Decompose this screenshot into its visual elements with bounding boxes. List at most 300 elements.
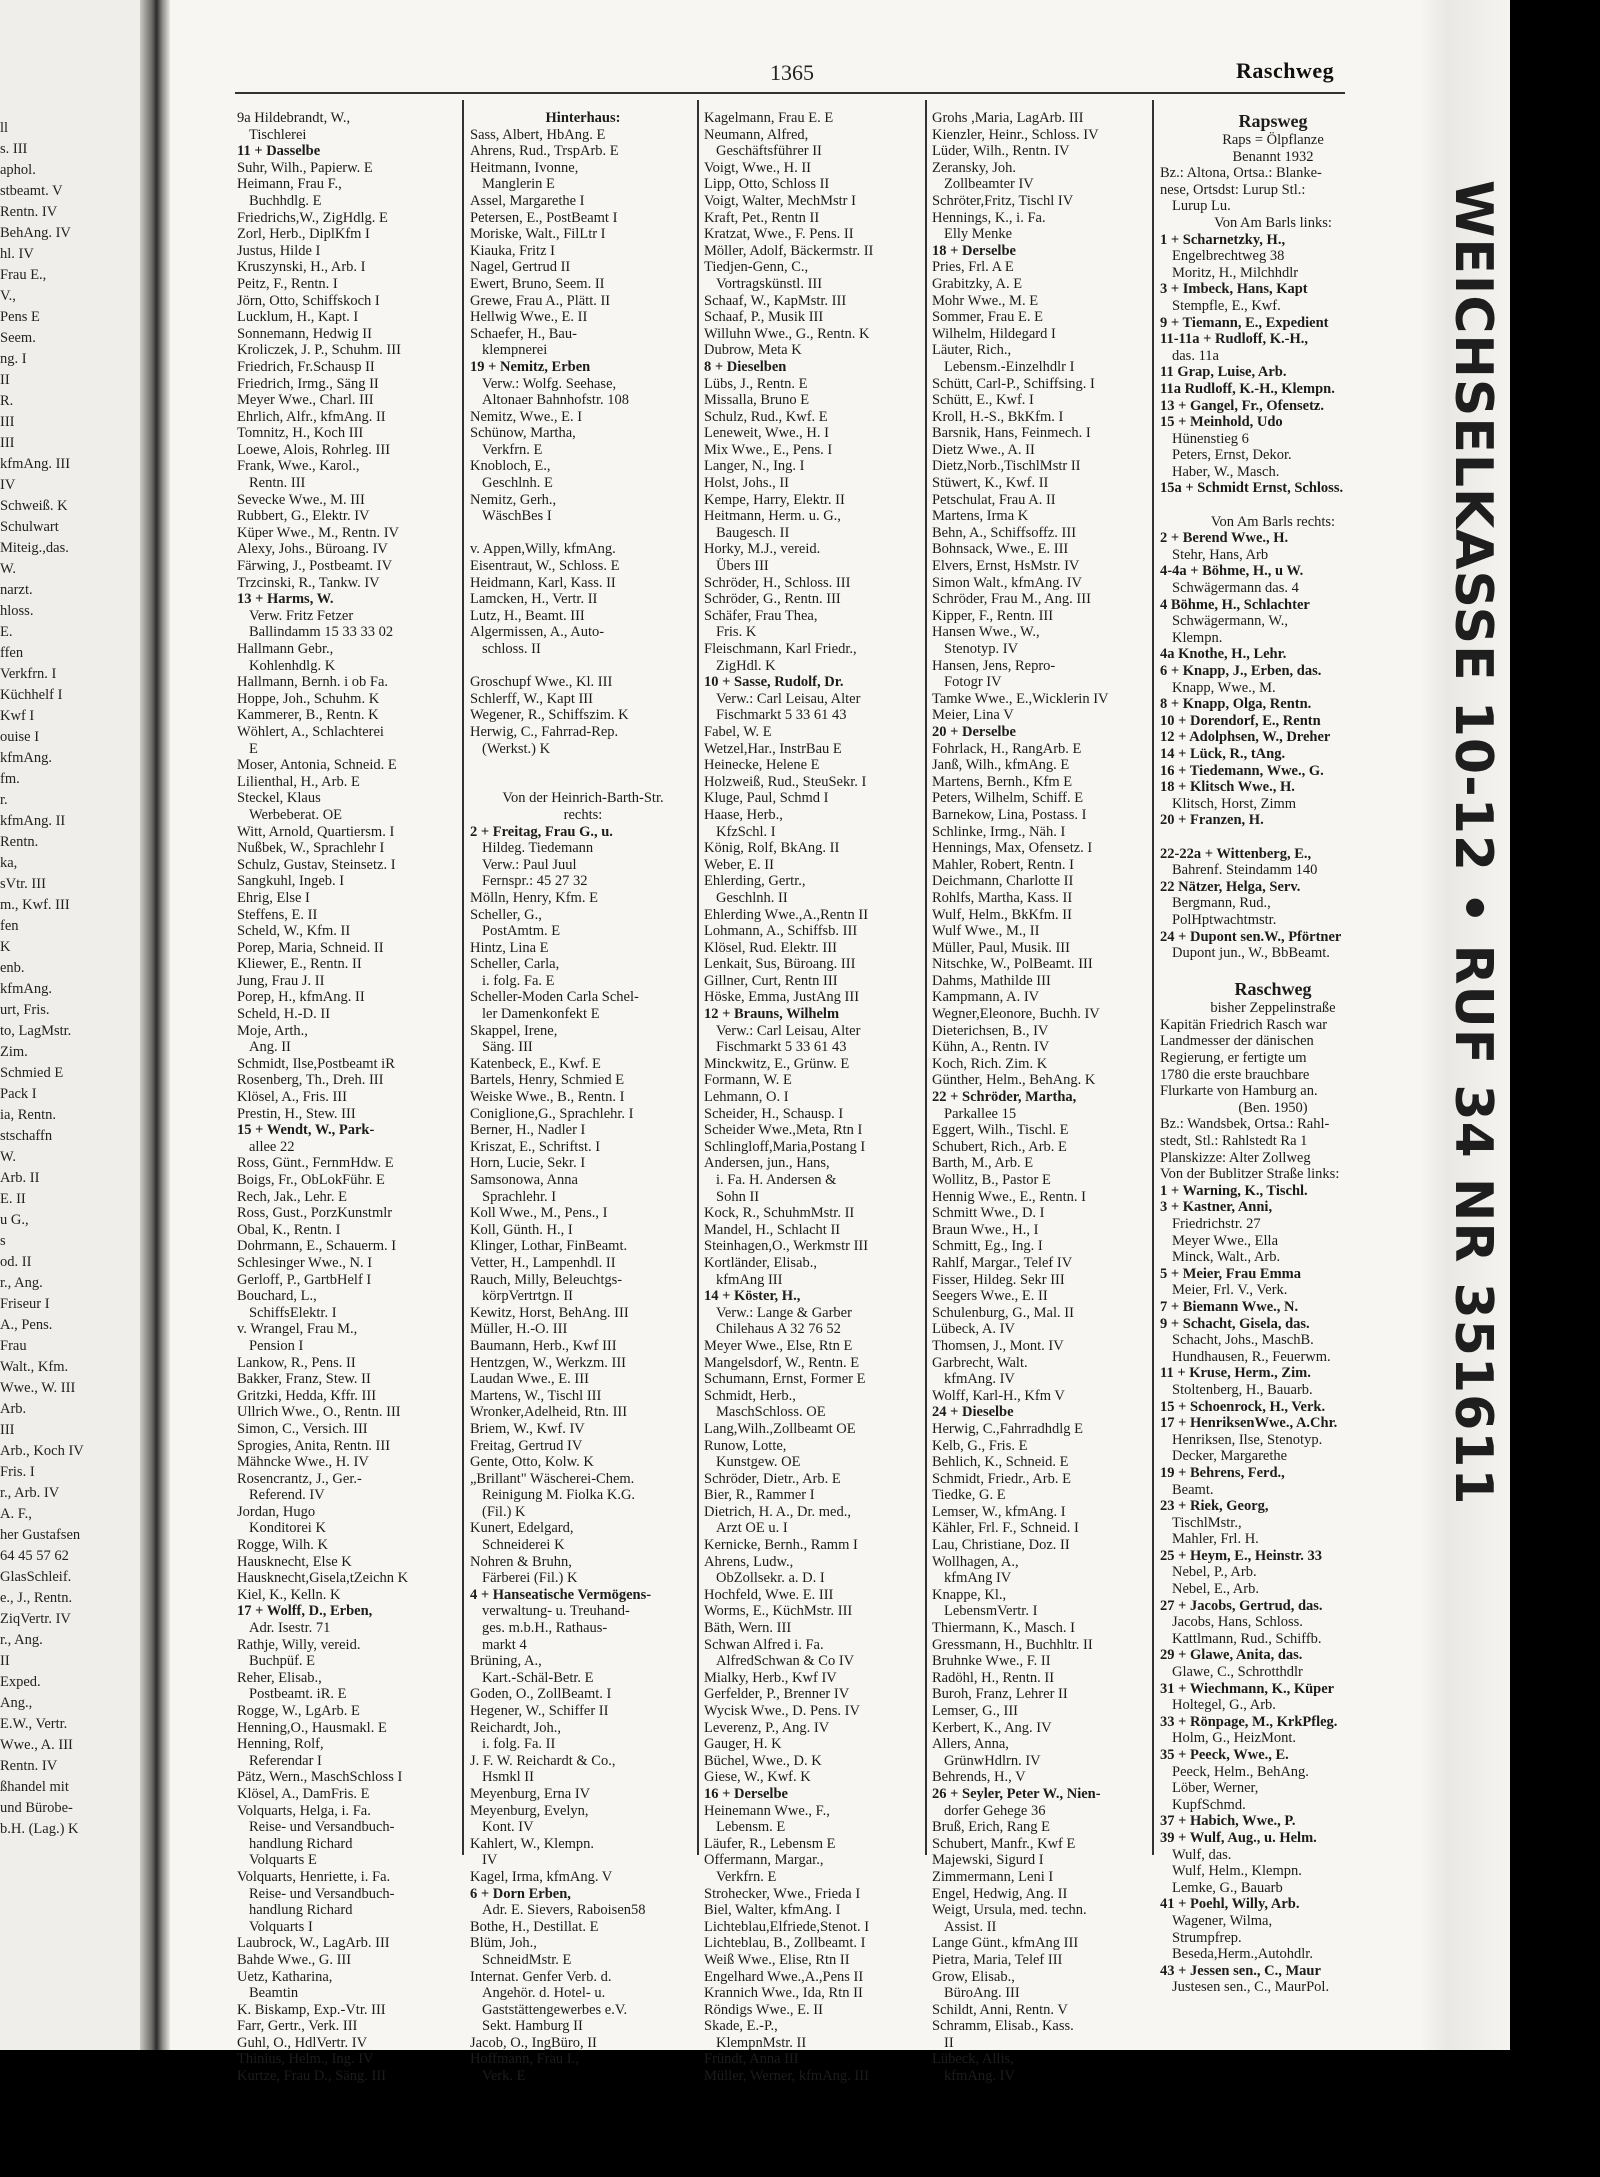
- directory-entry: Lang,Wilh.,Zollbeamt OE: [704, 1420, 856, 1437]
- column-rule: [697, 100, 699, 1855]
- directory-entry: 20 + Franzen, H.: [1160, 812, 1264, 829]
- directory-entry: Lurup Lu.: [1172, 198, 1231, 215]
- directory-entry: kfmAng III: [716, 1271, 783, 1288]
- directory-entry: Laubrock, W., LagArb. III: [237, 1935, 390, 1952]
- directory-entry: Verkfrn. E: [716, 1868, 777, 1885]
- directory-entry: Färwing, J., Postbeamt. IV: [237, 558, 393, 575]
- directory-entry: Engelhard Wwe.,A.,Pens II: [704, 1968, 864, 1985]
- directory-entry: 1780 die erste brauchbare: [1160, 1066, 1310, 1083]
- directory-entry: Nohren & Bruhn,: [470, 1553, 572, 1570]
- directory-entry: Schlinke, Irmg., Näh. I: [932, 823, 1066, 840]
- directory-entry: Hoppe, Joh., Schuhm. K: [237, 690, 380, 707]
- directory-entry: Geschäftsführer II: [716, 143, 822, 160]
- left-page-fragment: [0, 0, 150, 2050]
- directory-entry: 19 + Nemitz, Erben: [470, 358, 591, 375]
- directory-entry: Schmitt Wwe., D. I: [932, 1205, 1045, 1222]
- directory-entry: Lankow, R., Pens. II: [237, 1354, 356, 1371]
- directory-entry: K. Biskamp, Exp.-Vtr. III: [237, 2001, 386, 2018]
- left-page-text: od. II: [0, 1254, 32, 1270]
- left-page-text: III: [0, 435, 15, 451]
- directory-entry: Schaaf, P., Musik III: [704, 309, 824, 326]
- directory-entry: 4-4a + Böhme, H., u W.: [1160, 563, 1304, 580]
- directory-entry: Konditorei K: [249, 1520, 326, 1537]
- directory-entry: Steinhagen,O., Werkmstr III: [704, 1238, 869, 1255]
- directory-entry: Henriksen, Ilse, Stenotyp.: [1172, 1431, 1323, 1448]
- directory-entry: Kohlenhdlg. K: [249, 657, 336, 674]
- left-page-text: r., Ang.: [0, 1275, 43, 1291]
- directory-entry: 20 + Derselbe: [932, 723, 1016, 740]
- directory-entry: Gerloff, P., GartbHelf I: [237, 1271, 372, 1288]
- directory-entry: Uetz, Katharina,: [237, 1968, 333, 1985]
- left-page-text: W.: [0, 561, 16, 577]
- directory-entry: Biel, Walter, kfmAng. I: [704, 1902, 841, 1919]
- directory-entry: Knapp, Wwe., M.: [1172, 679, 1276, 696]
- directory-entry: Schütt, E., Kwf. I: [932, 392, 1034, 409]
- directory-entry: Peeck, Helm., BehAng.: [1172, 1763, 1309, 1780]
- directory-entry: Sangkuhl, Ingeb. I: [237, 873, 345, 890]
- directory-entry: KfzSchl. I: [716, 823, 776, 840]
- directory-entry: Strumpfrep.: [1172, 1929, 1242, 1946]
- directory-entry: Benannt 1932: [1232, 148, 1314, 165]
- directory-entry: [470, 757, 696, 774]
- left-page-text: Frau: [0, 1338, 27, 1354]
- directory-entry: Kart.-Schäl-Betr. E: [482, 1669, 594, 1686]
- directory-entry: Hintz, Lina E: [470, 939, 549, 956]
- directory-entry: Lehmann, O. I: [704, 1089, 789, 1106]
- directory-entry: Stenotyp. IV: [944, 641, 1019, 657]
- directory-entry: Klösel, Rud. Elektr. III: [704, 939, 837, 956]
- directory-entry: 17 + Wolff, D., Erben,: [237, 1603, 373, 1620]
- directory-entry: 5 + Meier, Frau Emma: [1160, 1265, 1302, 1282]
- directory-entry: Jung, Frau J. II: [237, 972, 325, 989]
- directory-entry: markt 4: [482, 1636, 527, 1653]
- directory-entry: Rentn. III: [249, 475, 306, 492]
- directory-entry: Klitsch, Horst, Zimm: [1172, 795, 1297, 812]
- directory-entry: Chilehaus A 32 76 52: [716, 1321, 841, 1338]
- directory-entry: Moritz, H., Milchhdlr: [1172, 264, 1299, 281]
- directory-entry: Tischlerei: [249, 126, 307, 143]
- directory-entry: Moje, Arth.,: [237, 1022, 308, 1039]
- directory-entry: Dubrow, Meta K: [704, 342, 802, 359]
- directory-entry: Sohn II: [716, 1188, 760, 1205]
- directory-entry: Hausknecht, Else K: [237, 1553, 352, 1570]
- directory-entry: Majewski, Sigurd I: [932, 1852, 1044, 1869]
- directory-entry: Hausknecht,Gisela,tZeichn K: [237, 1570, 409, 1587]
- directory-entry: 11 + Kruse, Herm., Zim.: [1160, 1365, 1311, 1382]
- directory-entry: Eggert, Wilh., Tischl. E: [932, 1122, 1069, 1139]
- directory-entry: Justus, Hilde I: [237, 242, 321, 259]
- directory-entry: 10 + Sasse, Rudolf, Dr.: [704, 674, 844, 691]
- directory-entry: dorfer Gehege 36: [944, 1802, 1046, 1819]
- directory-entry: Tamke Wwe., E.,Wicklerin IV: [932, 690, 1109, 707]
- left-page-text: IV: [0, 477, 16, 493]
- directory-entry: Schulz, Gustav, Steinsetz. I: [237, 856, 396, 873]
- directory-entry: 18 + Derselbe: [932, 242, 1016, 259]
- directory-entry: 13 + Harms, W.: [237, 591, 334, 608]
- left-page-text: Miteig.,das.: [0, 540, 69, 556]
- directory-entry: Volquarts E: [249, 1852, 317, 1869]
- directory-entry: Lübeck, Allis,: [932, 2051, 1014, 2068]
- directory-entry: Adr. E. Sievers, Raboisen58: [482, 1902, 646, 1919]
- directory-entry: 11a Rudloff, K.-H., Klempn.: [1160, 380, 1335, 397]
- left-page-text: s. III: [0, 141, 28, 157]
- directory-entry: WäschBes I: [482, 508, 552, 525]
- directory-entry: Haber, W., Masch.: [1172, 463, 1280, 480]
- directory-entry: Scheider Wwe.,Meta, Rtn I: [704, 1122, 863, 1139]
- left-page-text: A., Pens.: [0, 1317, 53, 1333]
- directory-entry: i. folg. Fa. II: [482, 1736, 556, 1753]
- directory-entry: Fischmarkt 5 33 61 43: [716, 1039, 847, 1056]
- directory-entry: 11-11a + Rudloff, K.-H.,: [1160, 331, 1309, 348]
- directory-entry: Schlerff, W., Kapt III: [470, 690, 593, 707]
- directory-entry: 11 + Dasselbe: [237, 143, 321, 160]
- directory-entry: Kiel, K., Kelln. K: [237, 1586, 341, 1603]
- vertical-stamp: [1395, 180, 1515, 1740]
- directory-entry: Referend. IV: [249, 1487, 325, 1504]
- directory-entry: 35 + Peeck, Wwe., E.: [1160, 1747, 1289, 1763]
- directory-entry: Krannich Wwe., Ida, Rtn II: [704, 1985, 863, 2002]
- directory-entry: Behrends, H., V: [932, 1769, 1026, 1786]
- directory-entry: Blüm, Joh.,: [470, 1935, 537, 1952]
- directory-entry: Nagel, Gertrud II: [470, 259, 571, 276]
- directory-entry: 13 + Gangel, Fr., Ofensetz.: [1160, 397, 1324, 414]
- directory-entry: Lichteblau, B., Zollbeamt. I: [704, 1935, 866, 1952]
- directory-entry: Kewitz, Horst, BehAng. III: [470, 1304, 629, 1321]
- directory-entry: Steffens, E. II: [237, 906, 318, 923]
- directory-entry: Peitz, F., Rentn. I: [237, 275, 338, 292]
- directory-entry: Knappe, Kl.,: [932, 1586, 1007, 1603]
- directory-entry: Bahde Wwe., G. III: [237, 1951, 352, 1968]
- directory-entry: Scheller, G.,: [470, 906, 542, 923]
- directory-entry: Sass, Albert, HbAng. E: [470, 126, 606, 143]
- directory-entry: 15 + Schoenrock, H., Verk.: [1160, 1398, 1326, 1415]
- left-page-text: Verkfrn. I: [0, 666, 57, 682]
- directory-entry: (Ben. 1950): [1238, 1099, 1308, 1116]
- directory-entry: Dohrmann, E., Schauerm. I: [237, 1238, 397, 1255]
- directory-entry: Weiske Wwe., B., Rentn. I: [470, 1089, 625, 1106]
- directory-entry: kfmAng. IV: [944, 2068, 1015, 2085]
- directory-entry: Hildeg. Tiedemann: [482, 840, 594, 857]
- left-page-text: aphol.: [0, 162, 36, 178]
- left-page-text: Wwe., W. III: [0, 1380, 76, 1396]
- directory-entry: Pietra, Maria, Telef III: [932, 1951, 1063, 1968]
- directory-entry: Bartels, Henry, Schmied E: [470, 1072, 625, 1089]
- directory-entry: Fleischmann, Karl Friedr.,: [704, 641, 857, 657]
- directory-entry: verwaltung- u. Treuhand-: [482, 1603, 630, 1620]
- directory-entry: 22 + Schröder, Martha,: [932, 1089, 1077, 1106]
- directory-entry: Läuter, Rich.,: [932, 342, 1012, 359]
- left-page-text: Walt., Kfm.: [0, 1359, 69, 1375]
- directory-entry: Willuhn Wwe., G., Rentn. K: [704, 325, 870, 342]
- directory-entry: Ang. II: [249, 1039, 291, 1056]
- directory-entry: Lüder, Wilh., Rentn. IV: [932, 143, 1070, 160]
- directory-entry: Fohrlack, H., RangArb. E: [932, 740, 1082, 757]
- directory-entry: Strohecker, Wwe., Frieda I: [704, 1885, 861, 1902]
- left-page-text: ll: [0, 120, 9, 136]
- directory-entry: II: [944, 2034, 954, 2051]
- left-page-text: Rentn. IV: [0, 204, 58, 220]
- directory-entry: Tiedjen-Genn, C.,: [704, 259, 809, 276]
- left-page-text: K: [0, 939, 11, 955]
- left-page-text: kfmAng. II: [0, 813, 66, 829]
- directory-entry: Jacob, O., IngBüro, II: [470, 2034, 597, 2051]
- directory-entry: Skappel, Irene,: [470, 1022, 558, 1039]
- directory-entry: Wetzel,Har., InstrBau E: [704, 740, 842, 757]
- directory-entry: 9a Hildebrandt, W.,: [237, 110, 351, 126]
- directory-entry: [470, 774, 696, 791]
- directory-entry: Schulz, Rud., Kwf. E: [704, 408, 828, 425]
- directory-entry: Hochfeld, Wwe. E. III: [704, 1586, 834, 1603]
- directory-entry: Manglerin E: [482, 176, 555, 193]
- directory-entry: Schumann, Ernst, Former E: [704, 1371, 866, 1388]
- directory-entry: Thinius, Helm., Ing. IV: [237, 2051, 374, 2068]
- directory-entry: Schröter,Fritz, Tischl IV: [932, 192, 1074, 209]
- left-page-text: Pens E: [0, 309, 40, 325]
- directory-entry: Justesen sen., C., MaurPol.: [1172, 1979, 1330, 1996]
- left-page-text: Schweiß. K: [0, 498, 68, 514]
- directory-entry: Kliewer, E., Rentn. II: [237, 956, 362, 973]
- directory-entry: Rogge, W., LgArb. E: [237, 1703, 360, 1719]
- directory-entry: Martens, Bernh., Kfm E: [932, 773, 1073, 790]
- directory-entry: Sommer, Frau E. E: [932, 309, 1043, 326]
- directory-entry: nese, Ortsdst: Lurup Stl.:: [1160, 181, 1306, 198]
- directory-entry: Heitmann, Herm. u. G.,: [704, 508, 841, 525]
- directory-entry: Kammerer, B., Rentn. K: [237, 707, 379, 724]
- left-page-text: V.,: [0, 288, 16, 304]
- directory-entry: i. folg. Fa. E: [482, 972, 555, 989]
- directory-entry: Deichmann, Charlotte II: [932, 873, 1074, 890]
- directory-entry: Hinterhaus:: [545, 110, 621, 126]
- directory-entry: 1 + Scharnetzky, H.,: [1160, 231, 1286, 248]
- left-page-text: Seem.: [0, 330, 36, 346]
- directory-entry: Behlich, K., Schneid. E: [932, 1454, 1069, 1471]
- left-page-text: Arb., Koch IV: [0, 1443, 84, 1459]
- directory-entry: 14 + Lück, R., tAng.: [1160, 745, 1286, 762]
- left-page-text: her Gustafsen: [0, 1527, 81, 1543]
- directory-entry: Müller, Paul, Musik. III: [932, 939, 1070, 956]
- directory-entry: Weigt, Ursula, med. techn.: [932, 1902, 1087, 1919]
- directory-entry: 4 Böhme, H., Schlachter: [1160, 596, 1310, 613]
- directory-entry: Verw.: Paul Juul: [482, 856, 577, 873]
- directory-entry: Groschupf Wwe., Kl. III: [470, 674, 613, 691]
- directory-entry: (Werkst.) K: [482, 740, 551, 757]
- directory-entry: Sprachlehr. I: [482, 1188, 557, 1205]
- directory-entry: Ross, Gust., PorzKunstmlr: [237, 1205, 393, 1222]
- directory-entry: Prestin, H., Stew. III: [237, 1105, 356, 1122]
- directory-entry: 2 + Freitag, Frau G., u.: [470, 823, 613, 840]
- directory-entry: SchiffsElektr. I: [249, 1304, 337, 1321]
- directory-entry: Schmidt, Ilse,Postbeamt iR: [237, 1055, 395, 1072]
- directory-entry: Lange Günt., kfmAng III: [932, 1935, 1079, 1952]
- directory-entry: Andersen, jun., Hans,: [704, 1155, 830, 1172]
- directory-entry: Steckel, Klaus: [237, 790, 321, 807]
- left-page-text: 64 45 57 62: [0, 1548, 69, 1564]
- header-rule: [235, 92, 1345, 94]
- directory-entry: Assist. II: [944, 1918, 997, 1935]
- directory-entry: Haase, Herb.,: [704, 806, 783, 823]
- directory-entry: Sprogies, Anita, Rentn. III: [237, 1437, 391, 1454]
- directory-entry: 24 + Dieselbe: [932, 1404, 1014, 1421]
- directory-entry: Witt, Arnold, Quartiersm. I: [237, 823, 395, 840]
- directory-entry: Schwägermann, W.,: [1172, 613, 1288, 630]
- directory-entry: SchneidMstr. E: [482, 1951, 572, 1968]
- directory-entry: Farr, Gertr., Verk. III: [237, 2018, 358, 2035]
- directory-entry: Jacobs, Hans, Schloss.: [1172, 1614, 1303, 1631]
- directory-entry: Höske, Emma, JustAng III: [704, 989, 860, 1006]
- directory-entry: Volquarts, Henriette, i. Fa.: [237, 1868, 391, 1885]
- directory-entry: Porep, Maria, Schneid. II: [237, 939, 384, 956]
- directory-column-3: [704, 110, 930, 2085]
- directory-entry: Hundhausen, R., Feuerwm.: [1172, 1348, 1331, 1365]
- directory-entry: Heinecke, Helene E: [704, 757, 820, 774]
- directory-entry: Kernicke, Bernh., Ramm I: [704, 1537, 858, 1554]
- directory-entry: Müller, H.-O. III: [470, 1321, 568, 1338]
- directory-entry: Frank, Wwe., Karol.,: [237, 458, 360, 475]
- left-page-text: Schulwart: [0, 519, 59, 535]
- directory-entry: Minck, Walt., Arb.: [1172, 1249, 1281, 1266]
- directory-entry: i. Fa. H. Andersen &: [716, 1172, 837, 1188]
- directory-entry: Wegener, R., Schiffszim. K: [470, 707, 629, 724]
- left-page-text: r.: [0, 792, 8, 808]
- directory-entry: Beseda,Herm.,Autohdlr.: [1172, 1946, 1313, 1963]
- directory-entry: Schröder, G., Rentn. III: [704, 591, 841, 608]
- directory-entry: IV: [482, 1852, 498, 1869]
- directory-entry: Barnekow, Lina, Postass. I: [932, 806, 1087, 823]
- directory-entry: Sevecke Wwe., M. III: [237, 491, 365, 508]
- directory-entry: Engelbrechtweg 38: [1172, 248, 1285, 265]
- directory-entry: Mähncke Wwe., H. IV: [237, 1454, 369, 1471]
- directory-entry: Hennig Wwe., E., Rentn. I: [932, 1188, 1086, 1205]
- directory-entry: Samsonowa, Anna: [470, 1172, 578, 1188]
- directory-entry: Reher, Elisab.,: [237, 1669, 322, 1686]
- directory-entry: Kienzler, Heinr., Schloss. IV: [932, 126, 1099, 143]
- left-page-text: Pack I: [0, 1086, 37, 1102]
- directory-entry: 41 + Poehl, Willy, Arb.: [1160, 1896, 1300, 1913]
- directory-entry: Fotogr IV: [944, 674, 1002, 691]
- directory-entry: Lemser, G., III: [932, 1703, 1018, 1719]
- directory-entry: Meyer Wwe., Charl. III: [237, 392, 374, 409]
- directory-entry: Briem, W., Kwf. IV: [470, 1420, 585, 1437]
- directory-entry: Gressmann, H., Buchhltr. II: [932, 1636, 1093, 1653]
- directory-entry: Kattlmann, Rud., Schiffb.: [1172, 1630, 1322, 1647]
- directory-entry: BüroAng. III: [944, 1985, 1020, 2002]
- directory-entry: Glawe, C., Schrotthdlr: [1172, 1664, 1303, 1681]
- directory-entry: Minckwitz, E., Grünw. E: [704, 1055, 850, 1072]
- directory-entry: Kunstgew. OE: [716, 1454, 801, 1471]
- directory-entry: 39 + Wulf, Aug., u. Helm.: [1160, 1829, 1317, 1846]
- directory-entry: Scheld, W., Kfm. II: [237, 923, 351, 940]
- left-page-text: ia, Rentn.: [0, 1107, 56, 1123]
- directory-entry: Heimann, Frau F.,: [237, 176, 342, 193]
- directory-entry: Peters, Ernst, Dekor.: [1172, 447, 1292, 464]
- directory-entry: Loewe, Alois, Rohrleg. III: [237, 441, 391, 458]
- directory-entry: Angehör. d. Hotel- u.: [482, 1985, 606, 2002]
- left-page-text: Arb.: [0, 1401, 27, 1417]
- directory-entry: Boigs, Fr., ObLokFühr. E: [237, 1172, 385, 1188]
- directory-entry: Rosenberg, Th., Dreh. III: [237, 1072, 384, 1089]
- directory-entry: Rogge, Wilh. K: [237, 1537, 328, 1554]
- directory-entry: ges. m.b.H., Rathaus-: [482, 1620, 608, 1637]
- directory-entry: Referendar I: [249, 1752, 322, 1769]
- directory-entry: Thiermann, K., Masch. I: [932, 1620, 1075, 1637]
- directory-entry: Heinemann Wwe., F.,: [704, 1802, 830, 1819]
- directory-entry: Allers, Anna,: [932, 1736, 1009, 1753]
- directory-entry: Suhr, Wilh., Papierw. E: [237, 159, 373, 176]
- directory-entry: das. 11a: [1172, 347, 1219, 364]
- left-page-text: enb.: [0, 960, 25, 976]
- directory-entry: Lipp, Otto, Schloss II: [704, 176, 830, 193]
- directory-entry: Missalla, Bruno E: [704, 392, 810, 409]
- directory-entry: Peters, Wilhelm, Schiff. E: [932, 790, 1084, 807]
- directory-entry: rechts:: [563, 806, 603, 823]
- left-page-text: R.: [0, 393, 14, 409]
- directory-entry: Planskizze: Alter Zollweg: [1160, 1149, 1311, 1166]
- directory-entry: 4 + Hanseatische Vermögens-: [470, 1586, 652, 1603]
- left-page-text: Fris. I: [0, 1464, 35, 1480]
- directory-entry: Reise- und Versandbuch-: [249, 1885, 395, 1902]
- left-page-text: narzt.: [0, 582, 33, 598]
- left-page-text: urt, Fris.: [0, 1002, 50, 1018]
- directory-entry: Reise- und Versandbuch-: [249, 1819, 395, 1836]
- directory-entry: Meyer Wwe., Else, Rtn E: [704, 1337, 853, 1354]
- directory-entry: Von Am Barls rechts:: [1210, 513, 1336, 530]
- directory-entry: Hellwig Wwe., E. II: [470, 309, 588, 326]
- left-page-text: Rentn. IV: [0, 1758, 58, 1774]
- directory-entry: 16 + Tiedemann, Wwe., G.: [1160, 762, 1324, 779]
- directory-entry: Meyer Wwe., Ella: [1172, 1232, 1279, 1249]
- directory-entry: Baumann, Herb., Kwf III: [470, 1337, 617, 1354]
- directory-entry: stedt, Stl.: Rahlstedt Ra 1: [1160, 1133, 1308, 1150]
- directory-entry: Barth, M., Arb. E: [932, 1155, 1034, 1172]
- directory-entry: 12 + Brauns, Wilhelm: [704, 1006, 840, 1023]
- directory-entry: allee 22: [249, 1138, 295, 1155]
- directory-entry: Schmidt, Friedr., Arb. E: [932, 1470, 1071, 1487]
- directory-entry: Buroh, Franz, Lehrer II: [932, 1686, 1068, 1703]
- left-page-text: ZiqVertr. IV: [0, 1611, 71, 1627]
- directory-entry: klempnerei: [482, 342, 548, 359]
- directory-entry: Schubert, Rich., Arb. E: [932, 1138, 1067, 1155]
- directory-entry: Dahms, Mathilde III: [932, 972, 1051, 989]
- directory-entry: Fernspr.: 45 27 32: [482, 873, 588, 890]
- directory-entry: Stoltenberg, H., Bauarb.: [1172, 1381, 1313, 1398]
- directory-entry: Fris. K: [716, 624, 757, 641]
- directory-entry: 3 + Kastner, Anni,: [1160, 1199, 1273, 1216]
- directory-entry: 31 + Wiechmann, K., Küper: [1160, 1680, 1335, 1697]
- directory-entry: Nemitz, Gerh.,: [470, 491, 557, 508]
- directory-entry: Rubbert, G., Elektr. IV: [237, 508, 370, 525]
- directory-entry: 24 + Dupont sen.W., Pförtner: [1160, 928, 1342, 945]
- directory-entry: Gerfelder, P., Brenner IV: [704, 1686, 850, 1703]
- directory-entry: KlempnMstr. II: [716, 2034, 807, 2051]
- directory-entry: Bz.: Altona, Ortsa.: Blanke-: [1160, 165, 1322, 182]
- directory-entry: Zeransky, Joh.: [932, 159, 1017, 176]
- directory-entry: Mangelsdorf, W., Rentn. E: [704, 1354, 860, 1371]
- running-head: Raschweg: [1236, 58, 1335, 83]
- directory-entry: Wycisk Wwe., D. Pens. IV: [704, 1703, 860, 1719]
- directory-entry: Wollhagen, A.,: [932, 1553, 1019, 1570]
- directory-entry: (Fil.) K: [482, 1503, 526, 1520]
- directory-entry: Bruß, Erich, Rang E: [932, 1819, 1050, 1836]
- directory-entry: LebensmVertr. I: [944, 1603, 1038, 1620]
- directory-entry: Rahlf, Margar., Telef IV: [932, 1254, 1073, 1271]
- directory-entry: Hünenstieg 6: [1172, 430, 1249, 447]
- directory-entry: Eisentraut, W., Schloss. E: [470, 558, 620, 575]
- directory-entry: Goden, O., ZollBeamt. I: [470, 1686, 612, 1703]
- directory-entry: Decker, Margarethe: [1172, 1448, 1288, 1465]
- directory-entry: Formann, W. E: [704, 1072, 792, 1089]
- directory-entry: Wollitz, B., Pastor E: [932, 1172, 1051, 1188]
- directory-entry: Mölln, Henry, Kfm. E: [470, 889, 598, 906]
